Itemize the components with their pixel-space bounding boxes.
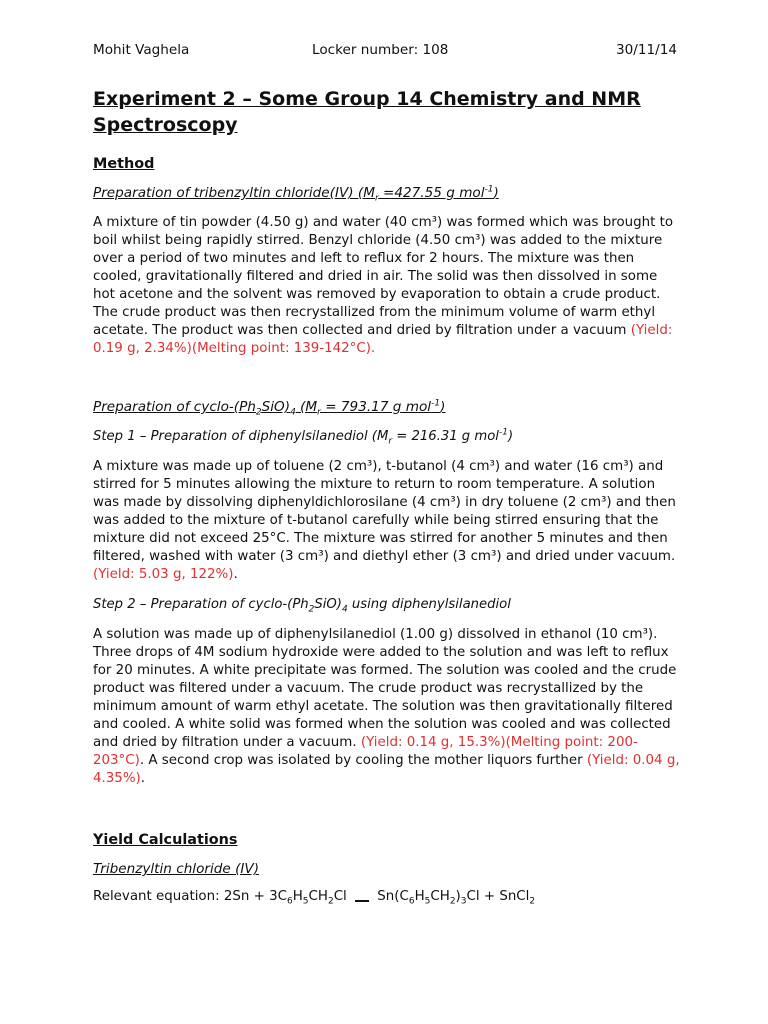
page-header <box>93 42 677 62</box>
prep1-title: Preparation of tribenzyltin chloride(IV) ($M_r =427.55$ g mol$^{-1}$) <box>93 184 499 204</box>
step1-title: Step 1 – Preparation of diphenylsilanediol ($M_r = 216.31$ g mol$^{-1}$) <box>93 427 514 447</box>
step2-body: A solution was made up of diphenylsilanediol (1.00 g) dissolved in ethanol (10 cm³). Three drops of 4M sodium hydroxide were added to the solution and was left to reflux for 20 minutes. A white precipitate was formed. The solution was cooled and the crude product was filtered under a vacuum. The crude product was recrystallized by the minimum amount of warm ethyl acetate. The solution was then gravitationally filtered and cooled. A white solid was formed when the solution was cooled and was collected and dried by filtration under a vacuum. <box>93 627 677 750</box>
prep1-paragraph <box>93 214 683 358</box>
experiment-title: Experiment 2 – Some Group 14 Chemistry and NMR Spectroscopy <box>93 88 641 136</box>
document-date: 30/11/14 <box>615 42 677 58</box>
prep1-body: A mixture of tin powder (4.50 g) and water (40 cm³) was formed which was brought to boil whilst being rapidly stirred. Benzyl chloride (4.50 cm³) was added to the mixture over a period of two minutes and left to reflux for 2 hours. The mixture was then cooled, gravitationally filtered and dried in air. The solid was then dissolved in some hot acetone and the solvent was removed by evaporation to obtain a crude product. The crude product was then recrystallized from the minimum volume of warm ethyl acetate. The product was then collected and dried by filtration under a vacuum <box>93 215 674 338</box>
step1-body: A mixture was made up of toluene (2 cm³), t-butanol (4 cm³) and water (16 cm³) and stirred for 5 minutes allowing the mixture to return to room temperature. A solution was made by dissolving diphenyldichlorosilane (4 cm³) in dry toluene (2 cm³) and then was added to the mixture of t-butanol carefully while being stirred ensuring that the mixture did not exceed 25°C. The mixture was stirred for another 5 minutes and then filtered, washed with water (3 cm³) and diethyl ether (3 cm³) and dried under vacuum. <box>93 459 676 564</box>
document-body <box>93 86 683 918</box>
spacer <box>93 800 683 830</box>
reaction-arrow-icon <box>355 896 369 902</box>
yield-sub: Tribenzyltin chloride (IV) <box>93 861 259 877</box>
step2-paragraph <box>93 626 683 788</box>
spacer <box>93 370 683 398</box>
step2-result1: (Yield: 0.14 g, 15.3%)(Melting point: 200-203°C) <box>93 735 638 768</box>
prep2-title: Preparation of cyclo-$(Ph_2SiO)_4$ ($M_r = 793.17$ g mol$^{-1}$) <box>93 398 446 418</box>
yield-calculations-heading: Yield Calculations <box>93 832 238 848</box>
method-heading: Method <box>93 156 155 172</box>
step2-mid: . A second crop was isolated by cooling the mother liquors further <box>139 753 587 768</box>
locker-number: Locker number: 108 <box>312 42 449 58</box>
step2-end: . <box>140 771 146 786</box>
step2-title: Step 2 – Preparation of cyclo-$(Ph_2SiO)_4$ using diphenylsilanediol <box>93 597 511 615</box>
author-name: Mohit Vaghela <box>93 42 190 58</box>
relevant-equation: Relevant equation: $2Sn + 3C_6H_5CH_2Cl$ $Sn(C_6H_5CH_2)_3Cl$ + SnCl$_2$ <box>93 889 536 907</box>
prep1-result: (Yield: 0.19 g, 2.34%)(Melting point: 139-142°C). <box>93 323 673 356</box>
step1-end: . <box>233 567 238 582</box>
step2-result2: (Yield: 0.04 g, 4.35%) <box>93 753 680 786</box>
step1-result: (Yield: 5.03 g, 122%) <box>93 567 234 582</box>
step1-paragraph <box>93 458 683 584</box>
